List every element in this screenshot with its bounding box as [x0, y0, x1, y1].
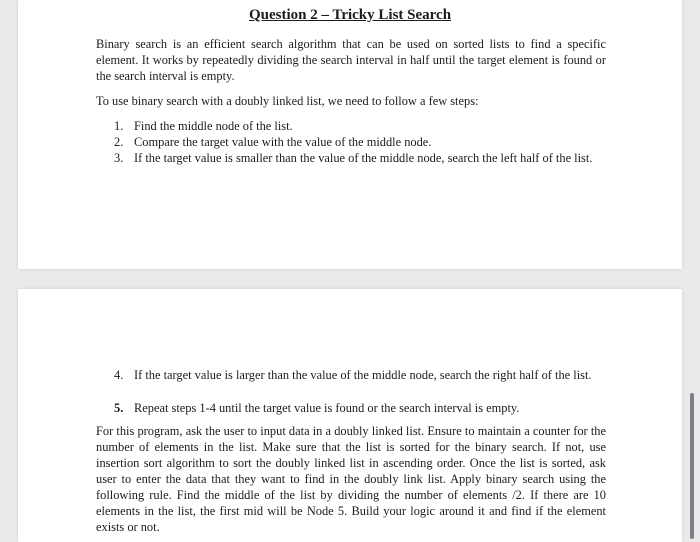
program-paragraph: For this program, ask the user to input data in a doubly linked list. Ensure to maintain a counter for the number of elements in the list. Make sure that the list is sorted for the binary search. If not, use insertion sort algorithm to sort the doubly linked list in ascending order. Once the list is sorted, ask user to enter the data that they want to find in the doubly link list. Apply binary search using the following rule. Find the middle of the list by dividing the number of elements /2. If there are 10 elements in the list, the first mid will be Node 5. Build your logic around it and find if the element exists or not.: [96, 424, 606, 534]
list-item-text: If the target value is larger than the value of the middle node, search the right half of the list.: [134, 368, 592, 382]
question-title: Question 2 – Tricky List Search: [248, 7, 452, 23]
list-item-number: 2.: [114, 135, 124, 149]
list-item: [114, 118, 606, 134]
list-item-text: Find the middle node of the list.: [134, 119, 293, 133]
intro-paragraph: Binary search is an efficient search algorithm that can be used on sorted lists to find a specific element. It works by repeatedly dividing the search interval in half until the target element is found or the search interval is empty.: [96, 37, 606, 83]
list-item-text: Compare the target value with the value of the middle node.: [134, 135, 432, 149]
list-item-number: 5.: [114, 401, 124, 415]
list-item: [114, 134, 606, 150]
list-item: [114, 400, 606, 416]
list-item: [114, 367, 606, 383]
list-item-number: 3.: [114, 151, 124, 165]
list-item-number: 1.: [114, 119, 124, 133]
list-item-text: If the target value is smaller than the value of the middle node, search the left half of the list.: [134, 151, 593, 165]
document-page-2: [18, 289, 682, 542]
list-item-text: Repeat steps 1-4 until the target value is found or the search interval is empty.: [134, 401, 520, 415]
list-item-number: 4.: [114, 368, 124, 382]
steps-intro: To use binary search with a doubly linked list, we need to follow a few steps:: [96, 94, 479, 108]
scrollbar[interactable]: [690, 393, 694, 539]
list-item: [114, 150, 606, 166]
document-page-1: [18, 0, 682, 269]
